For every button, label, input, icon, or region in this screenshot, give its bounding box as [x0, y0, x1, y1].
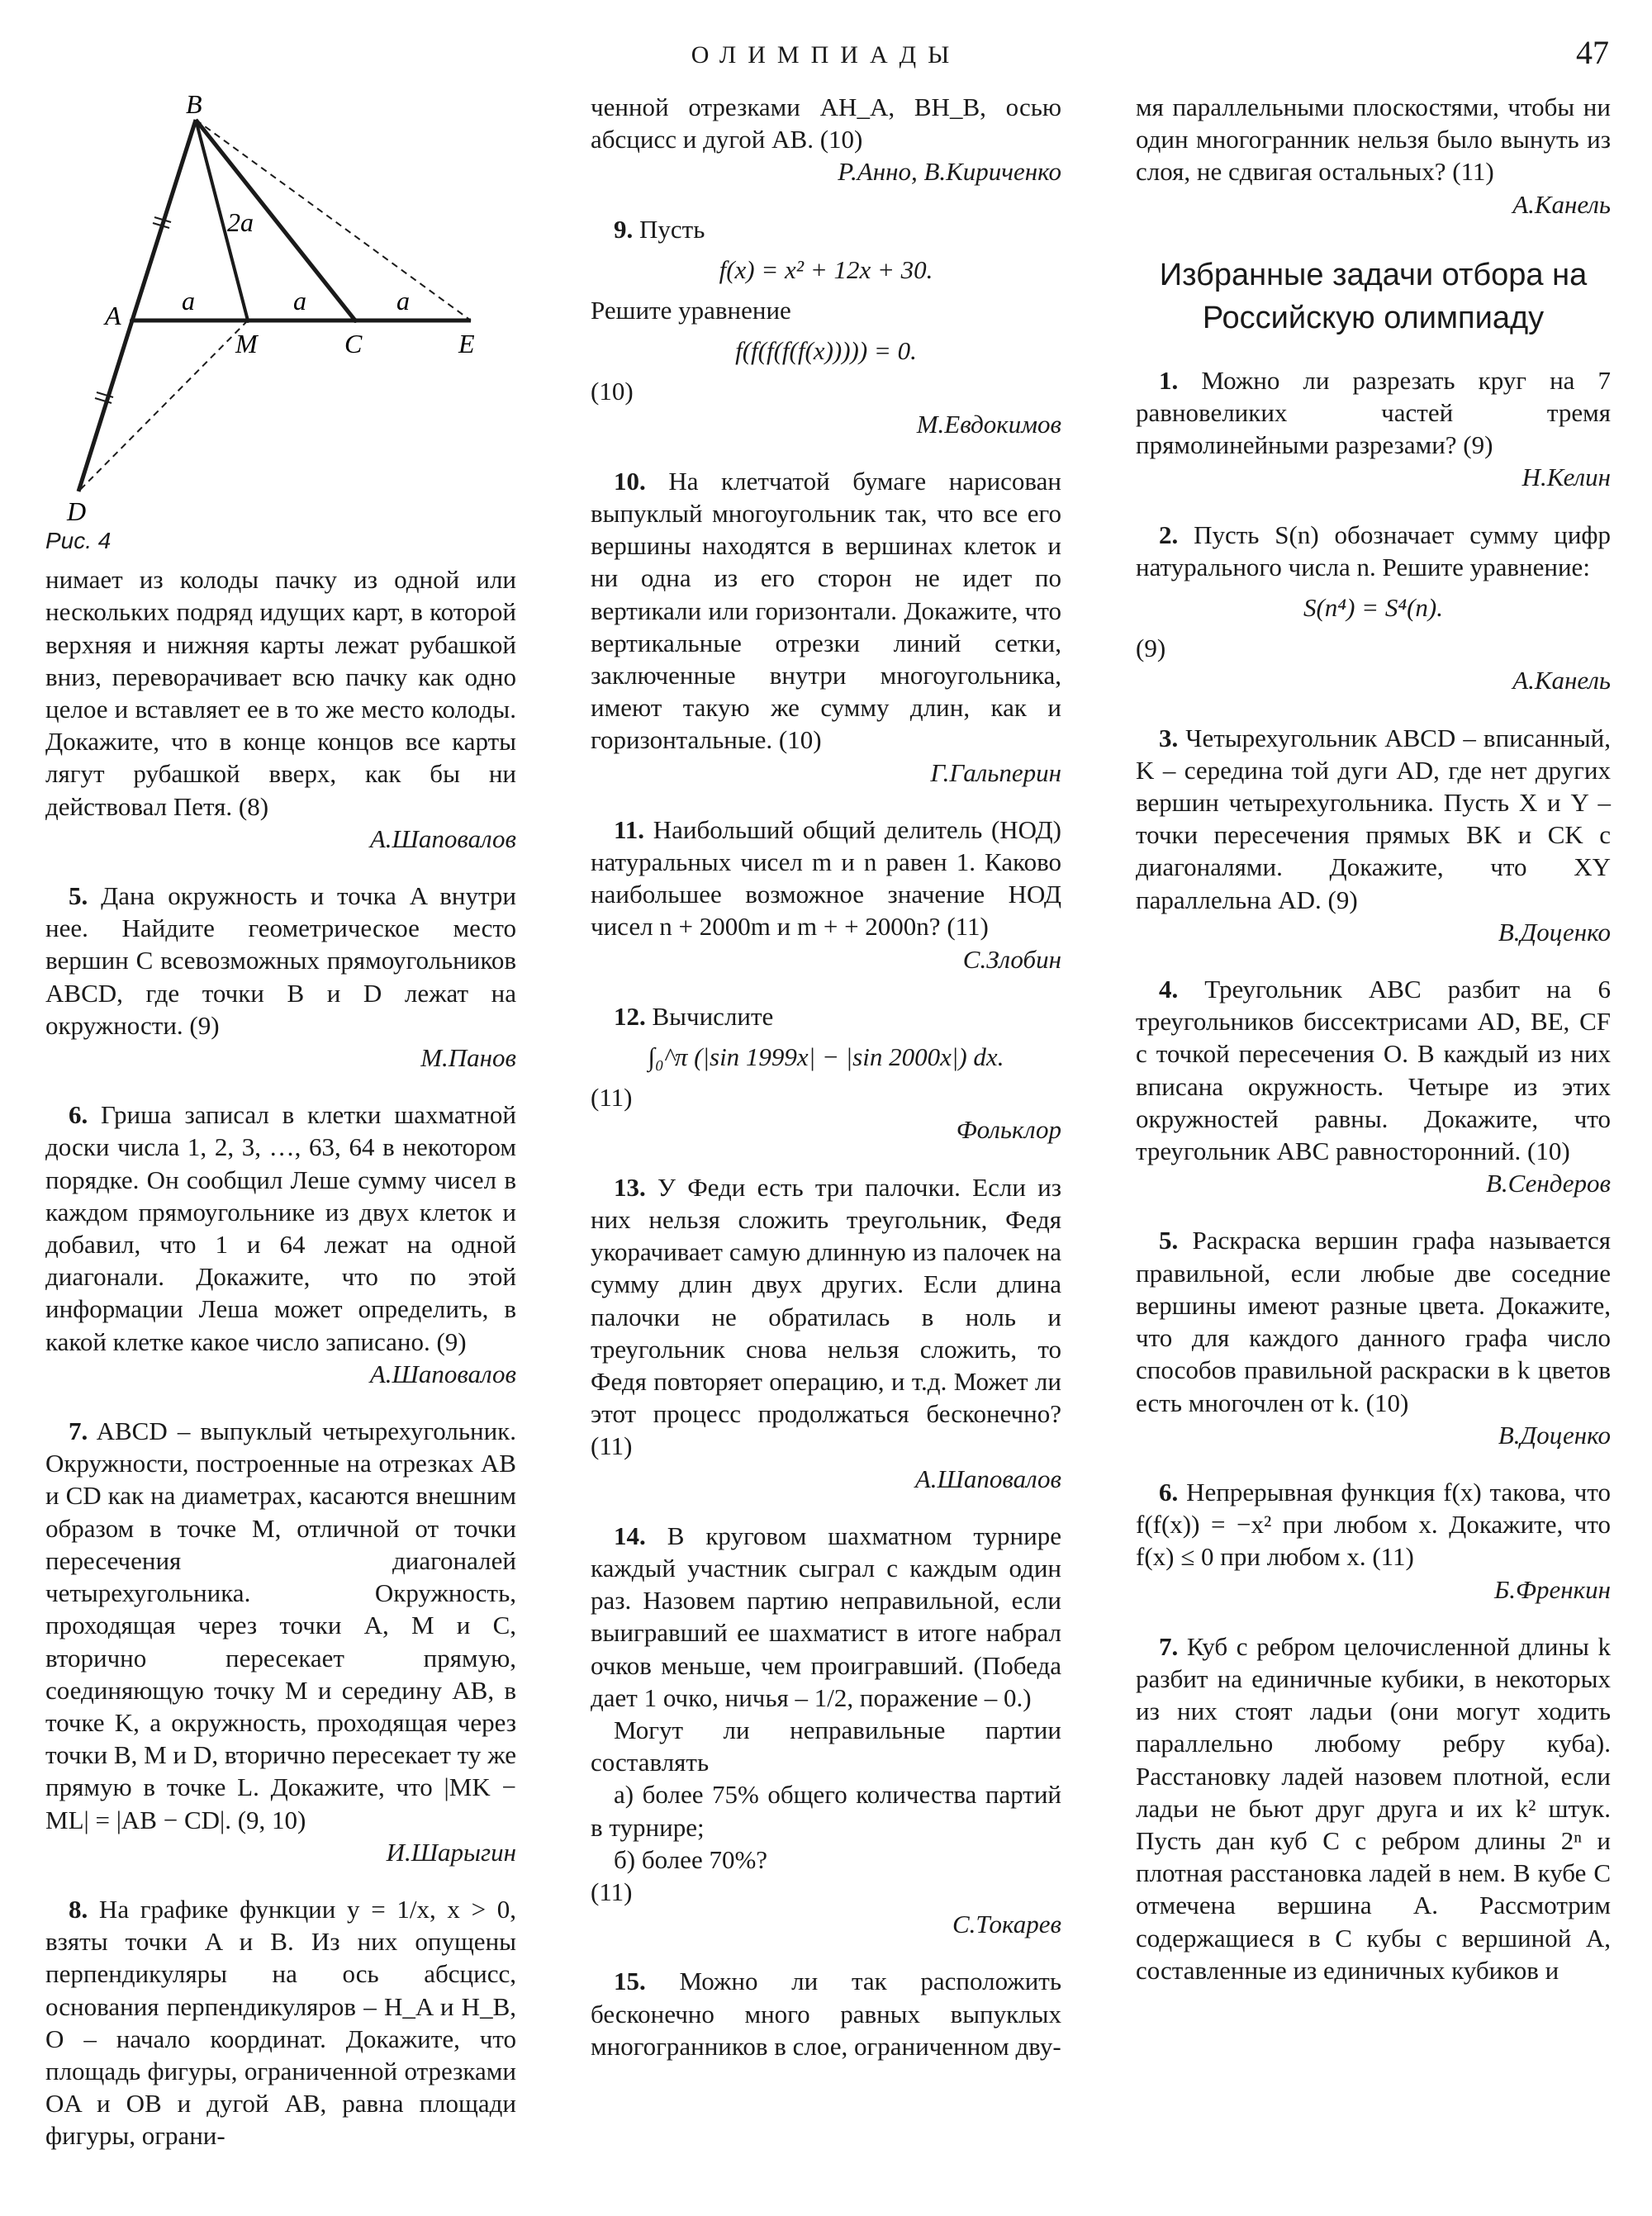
problem-number: 5. [1159, 1226, 1179, 1255]
author: А.Канель [1512, 189, 1611, 219]
figure-caption: Рис. 4 [45, 528, 112, 553]
paragraph: нимает из колоды пачку из одной или нескольких подряд идущих карт, в которой верхняя и нижняя карты лежат рубашкой вниз, переворачивает всю пачку как одно целое и вставляет ее в то же место колоды. Докажите, что в конце концов все карты лягут рубашкой вверх, как бы ни действовал Петя. (8) [45, 565, 516, 821]
problem-number: 5. [69, 881, 88, 911]
selection-problem-1 [1136, 364, 1611, 462]
problem-text: Куб с ребром целочисленной длины k разбит на единичные кубики, в некоторых из них стоят ладьи (они могут ходить параллельно любому ребру куба). Расстановку ладей назовем плотной, если ладьи не бьют друг друга и их k² штук. Пусть дан куб C с ребром длины 2ⁿ и плотная расстановка ладей в нем. В кубе C отмечена вершина A. Рассмотрим содержащиеся в C кубы с вершиной A, составленные из единичных кубиков и [1136, 1631, 1611, 1985]
problem-number: 11. [614, 814, 645, 844]
point-c [353, 318, 358, 323]
label-a-2: a [293, 286, 306, 316]
problem-text: У Феди есть три палочки. Если из них нельзя сложить треугольник, Федя укорачивает самую длинную из палочек на сумму длин двух других. Если длина палочки не обратилась в ноль и треугольник снова нельзя сложить, то Федя повторяет операцию, и т.д. Может ли этот процесс продолжаться бесконечно? (11) [591, 1172, 1061, 1461]
formula: f(f(f(f(f(x))))) = 0. [735, 336, 917, 366]
column-1 [45, 95, 516, 2152]
problem-number: 15. [614, 1967, 646, 1996]
problem-11 [591, 814, 1061, 943]
geometry-diagram [45, 95, 516, 524]
problem-text: Треугольник ABC разбит на 6 треугольников биссектрисами AD, BE, CF с точкой пересечения O. В каждый из них вписана окружность. Четыре из этих окружностей равны. Докажите, что треугольник ABC равносторонний. (10) [1136, 975, 1611, 1166]
column-2 [591, 91, 1061, 2062]
problem-14 [591, 1520, 1061, 1714]
author: Фольклор [956, 1115, 1061, 1145]
segment-ad [78, 320, 132, 491]
problem-8 [45, 1893, 516, 2152]
selection-problem-7 [1136, 1630, 1611, 1986]
selection-problem-4 [1136, 973, 1611, 1167]
label-a-3: a [396, 286, 410, 316]
problem-text: На клетчатой бумаге нарисован выпуклый многоугольник так, что все его вершины находятся в вершинах клеток и ни одна из его сторон не идет по вертикали или горизонтали. Докажите, что вертикальные отрезки линий сетки, заключенные внутри многоугольника, имеют такую же сумму длин, как и горизонтальные. (10) [591, 466, 1061, 755]
page-number: 47 [1576, 34, 1609, 71]
paragraph: а) более 75% общего количества партий в турнире; [591, 1780, 1061, 1842]
formula: ∫₀^π (|sin 1999x| − |sin 2000x|) dx. [648, 1042, 1004, 1072]
author: М.Евдокимов [916, 409, 1061, 439]
point-a [130, 318, 135, 323]
problem-number: 4. [1159, 975, 1179, 1004]
author: И.Шарыгин [386, 1837, 516, 1867]
paragraph: (11) [591, 1877, 633, 1906]
label-b: B [186, 95, 202, 119]
problem-number: 13. [614, 1172, 646, 1202]
selection-problem-6 [1136, 1476, 1611, 1573]
problem-text: На графике функции y = 1/x, x > 0, взяты точки A и B. Из них опущены перпендикуляры на ось абсцисс, основания перпендикуляров – H_A и H_B, O – начало координат. Докажите, что площадь фигуры, ограниченной отрезками OA и OB и дугой AB, равна площади фигуры, ограни- [45, 1894, 516, 2151]
problem-7 [45, 1415, 516, 1836]
selection-problem-3 [1136, 722, 1611, 916]
column-3 [1136, 91, 1611, 1986]
author: М.Панов [420, 1043, 516, 1073]
problem-number: 9. [614, 214, 634, 244]
selection-problem-5 [1136, 1224, 1611, 1418]
running-title: ОЛИМПИАДЫ [691, 41, 961, 69]
problem-number: 10. [614, 466, 646, 496]
formula: f(x) = x² + 12x + 30. [719, 254, 933, 284]
problem-number: 8. [69, 1894, 88, 1924]
paragraph: б) более 70%? [614, 1844, 768, 1874]
problem-number: 1. [1159, 365, 1179, 395]
label-2a: 2a [227, 207, 254, 237]
problem-number: 14. [614, 1521, 646, 1550]
problem-text: Четырехугольник ABCD – вписанный, K – середина той дуги AD, где нет других вершин четырехугольника. Пусть X и Y – точки пересечения прямых BK и CK с диагоналями. Докажите, что XY параллельна AD. (9) [1136, 723, 1611, 914]
author: А.Канель [1512, 666, 1611, 695]
problem-number: 7. [69, 1416, 88, 1446]
problem-text: Наибольший общий делитель (НОД) натуральных чисел m и n равен 1. Каково наибольшее возможное значение НОД чисел n + 2000m и m + + 2000n? (11) [591, 814, 1061, 942]
problem-number: 12. [614, 1001, 646, 1031]
author: С.Злобин [962, 944, 1061, 974]
problem-12 [591, 1000, 1061, 1032]
problem-15 [591, 1965, 1061, 2062]
problem-number: 6. [69, 1100, 88, 1130]
label-m: M [235, 329, 258, 358]
label-e: E [458, 329, 475, 358]
author: А.Шаповалов [369, 823, 516, 853]
problem-text: ABCD – выпуклый четырехугольник. Окружности, построенные на отрезках AB и CD как на диаметрах, касаются внешним образом в точке M, отличной от точки пересечения диагоналей четырехугольника. Окружность, проходящая через точки A, M и C, вторично пересекает прямую, соединяющую точку M и середину AB, в точке K, а окружность, проходящая через точки B, M и D, вторично пересекает ту же прямую в точке L. Докажите, что |MK − ML| = |AB − CD|. (9, 10) [45, 1416, 516, 1834]
problem-text: Непрерывная функция f(x) такова, что f(f(x)) = −x² при любом x. Докажите, что f(x) ≤ 0 при любом x. (11) [1136, 1477, 1611, 1572]
problem-text: Раскраска вершин графа называется правильной, если любые две соседние вершины имеют разные цвета. Докажите, что для каждого данного графа число способов правильной раскраски в k цветов есть многочлен от k. (10) [1136, 1226, 1611, 1417]
problem-text: Дана окружность и точка A внутри нее. Найдите геометрическое место вершин C всевозможных прямоугольников ABCD, где точки B и D лежат на окружности. (9) [45, 881, 516, 1040]
section-title: Избранные задачи отбора на Российскую олимпиаду [1159, 257, 1588, 335]
problem-number: 7. [1159, 1631, 1179, 1661]
paragraph: Решите уравнение [591, 296, 791, 325]
problem-number: 2. [1159, 520, 1179, 549]
author: Г.Гальперин [930, 757, 1061, 787]
segment-bc [196, 120, 355, 320]
problem-text: Можно ли разрезать круг на 7 равновеликих частей тремя прямолинейными разрезами? (9) [1136, 365, 1611, 460]
problem-text: Можно ли так расположить бесконечно много равных выпуклых многогранников в слое, ограниченном дву- [591, 1967, 1061, 2061]
paragraph: (9) [1136, 633, 1166, 663]
paragraph: мя параллельными плоскостями, чтобы ни один многогранник нельзя было вынуть из слоя, не сдвигая остальных? (11) [1136, 93, 1611, 187]
problem-text: Гриша записал в клетки шахматной доски числа 1, 2, 3, …, 63, 64 в некотором порядке. Он сообщил Леше сумму чисел в каждом прямоугольнике из двух клеток и добавил, что 1 и 64 лежат на одной диагонали. Докажите, что по этой информации Леша может определить, в какой клетке какое число записано. (9) [45, 1100, 516, 1356]
author: А.Шаповалов [914, 1464, 1061, 1493]
problem-number: 6. [1159, 1477, 1179, 1507]
paragraph: Могут ли неправильные партии составлять [591, 1715, 1061, 1777]
problem-text: Пусть [633, 214, 705, 244]
label-a-1: a [182, 286, 195, 316]
problem-text: Вычислите [645, 1001, 774, 1031]
figure-4 [45, 95, 516, 524]
paragraph: (10) [591, 377, 634, 406]
formula: S(n⁴) = S⁴(n). [1303, 593, 1444, 623]
selection-problem-2 [1136, 519, 1611, 583]
author: В.Сендеров [1486, 1169, 1611, 1198]
problem-13 [591, 1171, 1061, 1463]
problem-number: 3. [1159, 723, 1179, 752]
label-a: A [105, 301, 121, 330]
author: В.Доценко [1498, 917, 1611, 947]
point-m [245, 318, 250, 323]
author: В.Доценко [1498, 1420, 1611, 1450]
problem-5 [45, 880, 516, 1042]
label-d: D [67, 496, 87, 524]
paragraph: ченной отрезками AH_A, BH_B, осью абсцисс и дугой AB. (10) [591, 93, 1061, 154]
author: А.Шаповалов [369, 1359, 516, 1388]
page-header [0, 33, 1652, 83]
author: Р.Анно, В.Кириченко [838, 157, 1061, 187]
author: Б.Френкин [1494, 1574, 1611, 1604]
author: Н.Келин [1521, 463, 1611, 492]
problem-9 [591, 213, 1061, 245]
problem-6 [45, 1099, 516, 1358]
problem-text: Пусть S(n) обозначает сумму цифр натурального числа n. Решите уравнение: [1136, 520, 1611, 581]
paragraph: (11) [591, 1083, 633, 1113]
author: С.Токарев [952, 1910, 1061, 1939]
problem-text: В круговом шахматном турнире каждый участник сыграл с каждым один раз. Назовем партию неправильной, если выигравший ее шахматист в итоге набрал очков меньше, чем проигравший. (Победа дает 1 очко, ничья – 1/2, поражение – 0.) [591, 1521, 1061, 1712]
problem-10 [591, 465, 1061, 757]
label-c: C [344, 329, 363, 358]
